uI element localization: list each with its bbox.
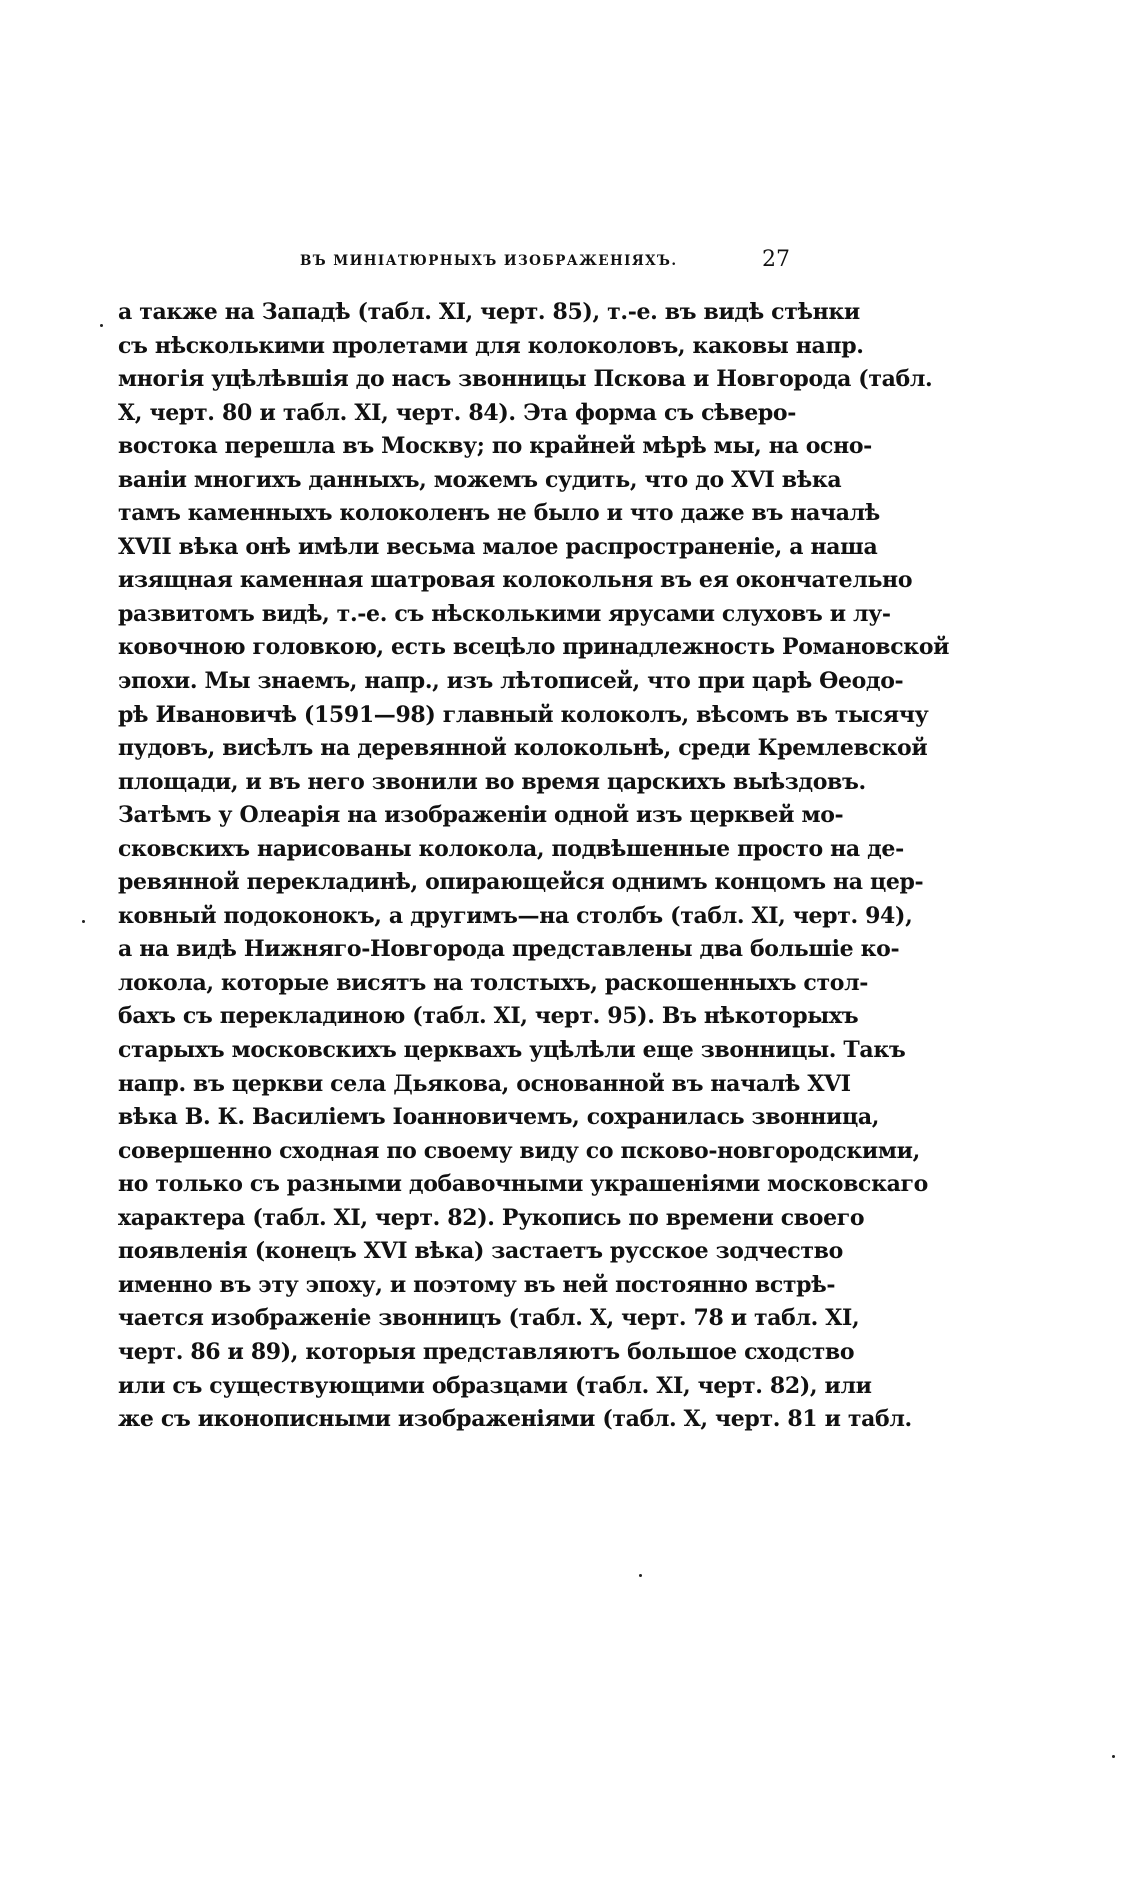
text-line: сковскихъ нарисованы колокола, подвѣшенные просто на де- bbox=[118, 835, 904, 862]
text-line: тамъ каменныхъ колоколенъ не было и что даже въ началѣ bbox=[118, 500, 880, 527]
text-line: старыхъ московскихъ церквахъ уцѣлѣли еще звонницы. Такъ bbox=[118, 1037, 906, 1064]
text-line: черт. 86 и 89), которыя представляютъ большое сходство bbox=[118, 1338, 855, 1365]
text-line: ревянной перекладинѣ, опирающейся однимъ концомъ на цер- bbox=[118, 869, 924, 896]
text-line: развитомъ видѣ, т.-е. съ нѣсколькими ярусами слуховъ и лу- bbox=[118, 600, 891, 627]
text-line: а также на Западѣ (табл. XI, черт. 85), т.-е. въ видѣ стѣнки bbox=[118, 299, 860, 325]
text-line: а на видѣ Нижняго-Новгорода представлены два большіе ко- bbox=[118, 936, 900, 963]
paper-speck bbox=[100, 324, 103, 327]
text-line: эпохи. Мы знаемъ, напр., изъ лѣтописей, что при царѣ Ѳеодо- bbox=[118, 668, 904, 695]
text-line: бахъ съ перекладиною (табл. XI, черт. 95). Въ нѣкоторыхъ bbox=[118, 1003, 859, 1030]
text-line: локола, которые висятъ на толстыхъ, раскошенныхъ стол- bbox=[118, 969, 869, 996]
text-line: съ нѣсколькими пролетами для колоколовъ, каковы напр. bbox=[118, 332, 864, 359]
paper-speck bbox=[1112, 1755, 1115, 1758]
text-line: XVII вѣка онѣ имѣли весьма малое распространеніе, а наша bbox=[118, 533, 878, 560]
text-line: вѣка В. К. Василіемъ Іоанновичемъ, сохранилась звонница, bbox=[118, 1104, 880, 1131]
paper-speck bbox=[82, 920, 85, 923]
text-line: ваніи многихъ данныхъ, можемъ судить, что до XVI вѣка bbox=[118, 466, 842, 493]
text-line: многія уцѣлѣвшія до насъ звонницы Пскова и Новгорода (табл. bbox=[118, 366, 933, 393]
text-line: или съ существующими образцами (табл. XI, черт. 82), или bbox=[118, 1372, 872, 1399]
text-line: ковочною головкою, есть всецѣло принадлежность Романовской bbox=[118, 634, 950, 661]
text-line: характера (табл. XI, черт. 82). Рукопись по времени своего bbox=[118, 1204, 865, 1231]
page-number: 27 bbox=[762, 247, 790, 272]
text-line: же съ иконописными изображеніями (табл. X, черт. 81 и табл. bbox=[118, 1406, 912, 1433]
text-line: рѣ Ивановичѣ (1591—98) главный колоколъ, вѣсомъ въ тысячу bbox=[118, 701, 929, 728]
text-line: ковный подоконокъ, а другимъ—на столбъ (табл. XI, черт. 94), bbox=[118, 902, 913, 929]
text-line: изящная каменная шатровая колокольня въ ея окончательно bbox=[118, 567, 913, 594]
text-line: напр. въ церкви села Дьякова, основанной въ началѣ XVI bbox=[118, 1070, 851, 1097]
text-line: именно въ эту эпоху, и поэтому въ ней постоянно встрѣ- bbox=[118, 1271, 836, 1298]
paper-speck bbox=[639, 1574, 642, 1577]
text-line: чается изображеніе звонницъ (табл. X, черт. 78 и табл. XI, bbox=[118, 1305, 860, 1332]
text-line: пудовъ, висѣлъ на деревянной колокольнѣ, среди Кремлевской bbox=[118, 735, 928, 762]
body-text bbox=[118, 296, 950, 1437]
text-line: площади, и въ него звонили во время царскихъ выѣздовъ. bbox=[118, 768, 866, 795]
text-line: востока перешла въ Москву; по крайней мѣрѣ мы, на осно- bbox=[118, 433, 872, 460]
text-line: совершенно сходная по своему виду со псково-новгородскими, bbox=[118, 1137, 920, 1164]
running-title: ВЪ МИНІАТЮРНЫХЪ ИЗОБРАЖЕНІЯХЪ. bbox=[300, 253, 678, 269]
text-line: X, черт. 80 и табл. XI, черт. 84). Эта форма съ сѣверо- bbox=[118, 399, 796, 426]
text-line: появленія (конецъ XVI вѣка) застаетъ русское зодчество bbox=[118, 1238, 843, 1265]
text-line: Затѣмъ у Олеарія на изображеніи одной изъ церквей мо- bbox=[118, 802, 844, 829]
running-head bbox=[300, 247, 790, 277]
text-line: но только съ разными добавочными украшеніями московскаго bbox=[118, 1171, 928, 1198]
